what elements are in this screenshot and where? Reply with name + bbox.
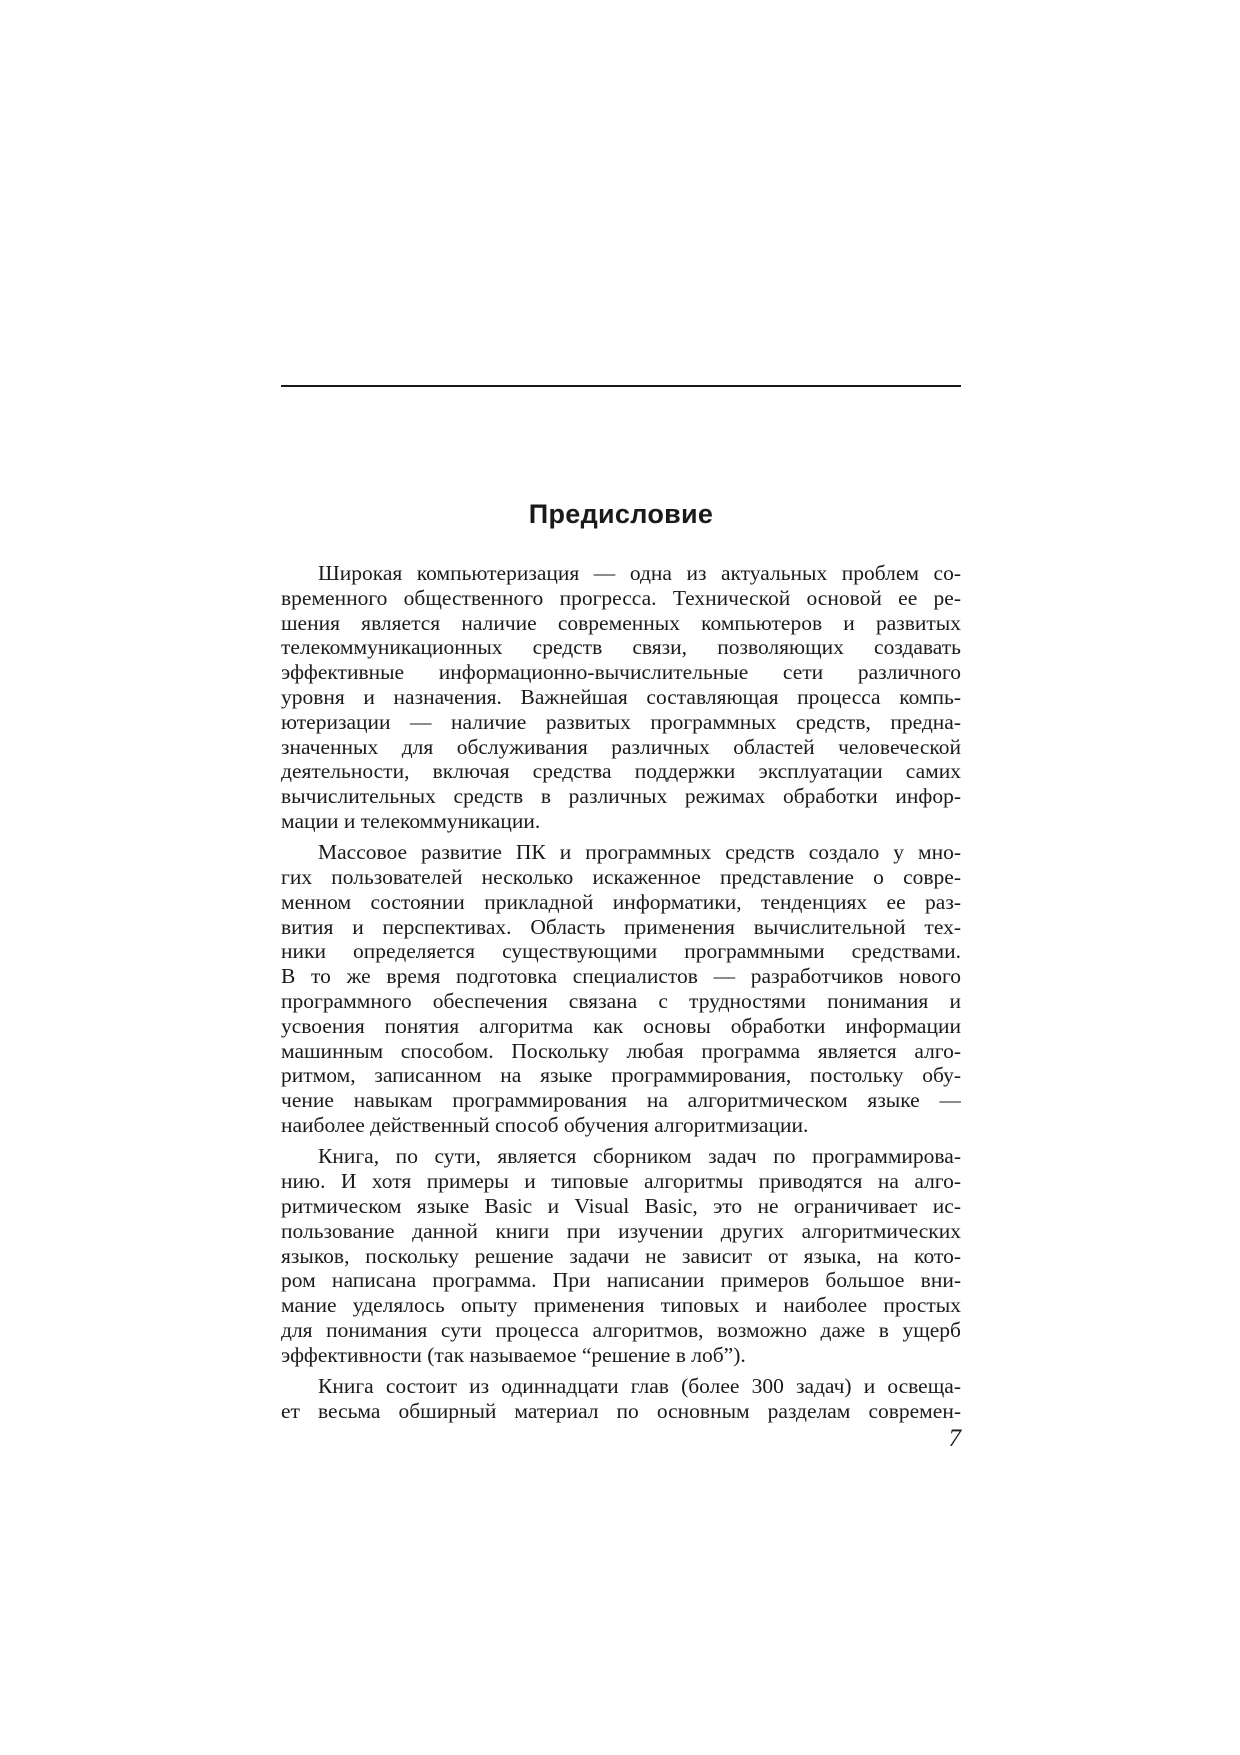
preface-body xyxy=(281,561,961,1430)
paragraph xyxy=(281,1374,961,1424)
text-line: чение навыкам программирования на алгоритмическом языке — xyxy=(281,1088,961,1113)
text-line: нию. И хотя примеры и типовые алгоритмы приводятся на алго- xyxy=(281,1169,961,1194)
text-line: шения является наличие современных компьютеров и развитых xyxy=(281,610,961,635)
text-line: уровня и назначения. Важнейшая составляющая процесса компь- xyxy=(281,684,961,709)
text-line: пользование данной книги при изучении других алгоритмических xyxy=(281,1218,961,1243)
text-line: ром написана программа. При написании примеров большое вни- xyxy=(281,1268,961,1293)
text-line: мации и телекоммуникации. xyxy=(281,808,541,833)
text-line: деятельности, включая средства поддержки эксплуатации самих xyxy=(281,759,961,784)
text-line: временного общественного прогресса. Технической основой ее ре- xyxy=(281,585,961,610)
text-line: языков, поскольку решение задачи не зависит от языка, на кото- xyxy=(281,1243,961,1268)
text-line: менном состоянии прикладной информатики, тенденциях ее раз- xyxy=(281,889,961,914)
text-line: телекоммуникационных средств связи, позволяющих создавать xyxy=(281,635,961,660)
text-line: усвоения понятия алгоритма как основы обработки информации xyxy=(281,1013,961,1038)
chapter-top-rule xyxy=(281,385,961,387)
text-line: ритмическом языке Basic и Visual Basic, это не ограничивает ис- xyxy=(281,1193,961,1218)
text-line: ники определяется существующими программными средствами. xyxy=(281,939,961,964)
text-line: гих пользователей несколько искаженное представление о совре- xyxy=(281,865,961,890)
text-line: машинным способом. Поскольку любая программа является алго- xyxy=(281,1038,961,1063)
text-line: Массовое развитие ПК и программных средств создало у мно- xyxy=(318,840,961,865)
text-line: значенных для обслуживания различных областей человеческой xyxy=(281,734,961,759)
text-line: для понимания сути процесса алгоритмов, возможно даже в ущерб xyxy=(281,1317,961,1342)
text-line: программного обеспечения связана с трудностями понимания и xyxy=(281,989,961,1014)
text-line: ритмом, записанном на языке программирования, постольку обу- xyxy=(281,1063,961,1088)
text-line: эффективные информационно-вычислительные сети различного xyxy=(281,660,961,685)
paragraph xyxy=(281,840,961,1138)
text-line: вычислительных средств в различных режимах обработки инфор- xyxy=(281,784,961,809)
text-line: В то же время подготовка специалистов — разработчиков нового xyxy=(281,964,961,989)
text-line: эффективности (так называемое “решение в лоб”). xyxy=(281,1342,746,1367)
paragraph xyxy=(281,1144,961,1367)
text-line: вития и перспективах. Область применения вычислительной тех- xyxy=(281,914,961,939)
chapter-title: Предисловие xyxy=(528,499,714,529)
text-line: Книга, по сути, является сборником задач по программирова- xyxy=(318,1144,961,1169)
text-line: ютеризации — наличие развитых программных средств, предна- xyxy=(281,709,961,734)
paragraph xyxy=(281,561,961,834)
text-line: ет весьма обширный материал по основным разделам современ- xyxy=(281,1398,961,1423)
text-line: Книга состоит из одиннадцати глав (более 300 задач) и освеща- xyxy=(318,1374,961,1398)
text-line: наиболее действенный способ обучения алгоритмизации. xyxy=(281,1113,809,1138)
text-line: мание уделялось опыту применения типовых и наиболее простых xyxy=(281,1293,961,1318)
page-number: 7 xyxy=(948,1425,961,1452)
text-line: Широкая компьютеризация — одна из актуальных проблем со- xyxy=(318,561,961,585)
